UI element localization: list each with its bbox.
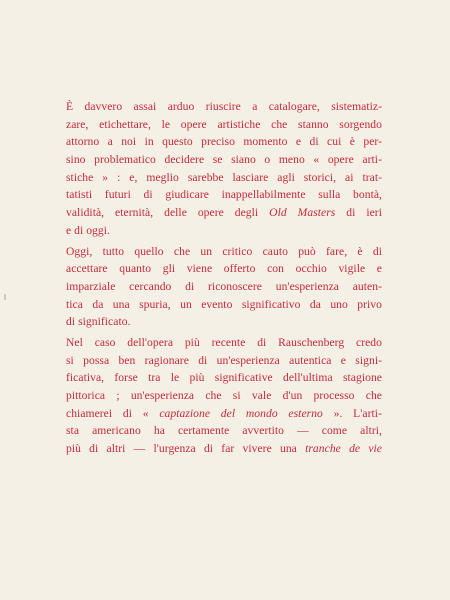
text-segment: È davvero assai arduo riuscire a catalogare, sistematiz-: [66, 100, 382, 113]
text-line: [66, 116, 382, 134]
text-line: [66, 296, 382, 314]
text-line: [66, 222, 382, 240]
text-segment: zare, etichettare, le opere artistiche che stanno sorgendo: [66, 117, 382, 131]
text-segment: e di oggi.: [66, 223, 110, 237]
text-line: [66, 169, 382, 187]
text-line: [66, 387, 382, 405]
text-line: [66, 440, 382, 458]
text-segment: si possa ben ragionare di un'esperienza autentica e signi-: [66, 353, 382, 367]
text-line: [66, 278, 382, 296]
page-edge-mark: [4, 294, 6, 300]
text-segment: Oggi, tutto quello che un critico cauto può fare, è di: [66, 244, 382, 258]
text-line: [66, 369, 382, 387]
text-line: [66, 313, 382, 331]
text-line: [66, 260, 382, 278]
text-segment: tica da una spuria, un evento significativo da uno privo: [66, 297, 382, 311]
text-line: [66, 352, 382, 370]
paragraph: [66, 98, 382, 240]
text-segment: attorno a noi in questo preciso momento e di cui è per-: [66, 135, 382, 149]
text-line: [66, 151, 382, 169]
italic-text: captazione del mondo esterno: [159, 406, 323, 420]
text-segment: pittorica ; un'esperienza che si vale d'un processo che: [66, 389, 382, 402]
italic-text: tranche de vie: [305, 442, 382, 456]
text-segment: ficativa, forse tra le più significative dell'ultima stagione: [66, 371, 382, 385]
text-line: [66, 405, 382, 423]
text-segment: sino problematico decidere se siano o meno « opere arti-: [66, 153, 382, 167]
text-line: [66, 98, 382, 116]
italic-text: Old Masters: [269, 206, 336, 220]
text-segment: stiche » : e, meglio sarebbe lasciare agli storici, ai trat-: [66, 170, 382, 184]
text-line: [66, 334, 382, 352]
text-segment: di significato.: [66, 315, 131, 329]
body-text: [66, 98, 382, 458]
text-line: [66, 204, 382, 222]
text-line: [66, 186, 382, 204]
text-line: [66, 133, 382, 151]
text-line: [66, 243, 382, 261]
text-segment: chiamerei di «: [66, 406, 160, 420]
paragraph: [66, 334, 382, 458]
text-segment: di ieri: [335, 206, 382, 220]
text-segment: sta americano ha certamente avvertito — come altri,: [66, 424, 382, 438]
text-segment: ». L'arti-: [322, 406, 382, 420]
text-segment: più di altri — l'urgenza di far vivere una: [66, 442, 306, 456]
text-segment: Nel caso dell'opera più recente di Rauschenberg credo: [66, 335, 382, 349]
paragraph: [66, 243, 382, 331]
text-segment: accettare quanto gli viene offerto con occhio vigile e: [66, 262, 382, 276]
text-segment: imparziale cercando di riconoscere un'esperienza auten-: [66, 279, 382, 293]
text-line: [66, 422, 382, 440]
text-segment: validità, eternità, delle opere degli: [66, 206, 270, 220]
text-segment: tatisti futuri di giudicare inappellabilmente sulla bontà,: [66, 188, 382, 202]
